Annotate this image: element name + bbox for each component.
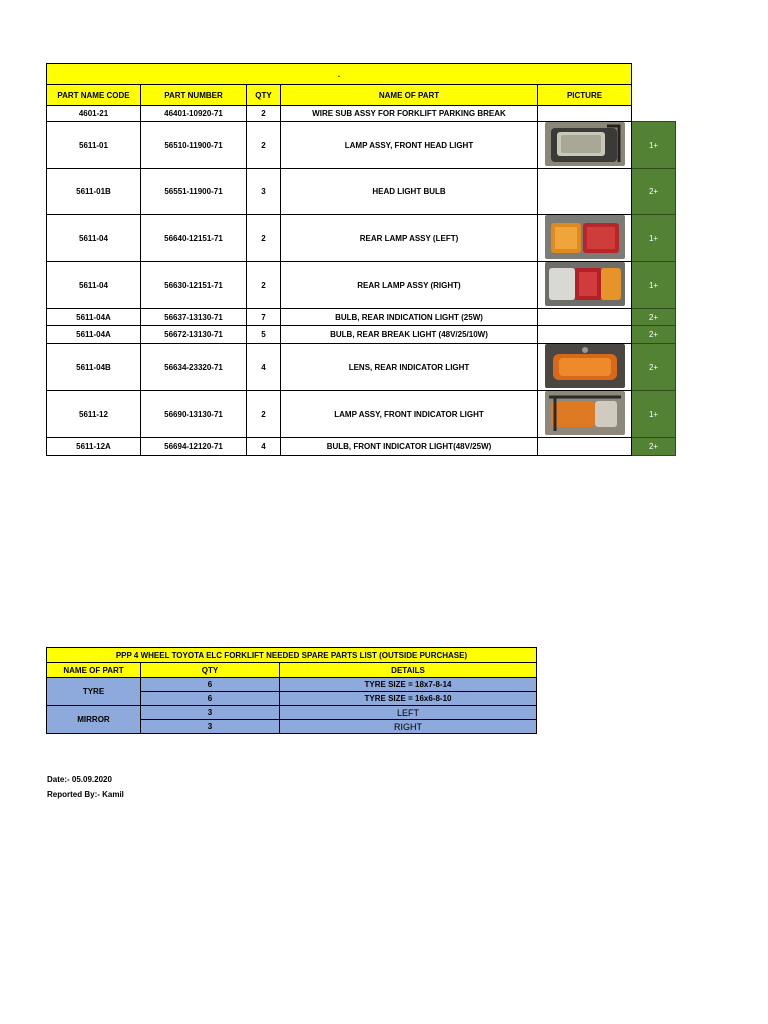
reported-by: Reported By:- Kamil [47, 790, 124, 799]
stock-tag: 1+ [632, 262, 676, 309]
part-code: 5611-12A [47, 438, 141, 456]
stock-tag: 2+ [632, 309, 676, 326]
part-picture [538, 391, 632, 438]
part-number: 56634-23320-71 [141, 344, 247, 391]
table-row [47, 678, 537, 692]
header-part-number: PART NUMBER [141, 85, 247, 106]
header-qty: QTY [141, 663, 280, 678]
table-row [47, 706, 537, 720]
part-qty: 2 [247, 262, 281, 309]
table-row [47, 262, 676, 309]
part-code: 5611-04A [47, 309, 141, 326]
stock-tag: 2+ [632, 326, 676, 344]
table-row [47, 215, 676, 262]
part-picture [538, 169, 632, 215]
item-details: TYRE SIZE = 16x6-8-10 [280, 692, 537, 706]
stock-tag: 1+ [632, 391, 676, 438]
part-number: 56637-13130-71 [141, 309, 247, 326]
part-number: 56510-11900-71 [141, 122, 247, 169]
table-row [47, 106, 676, 122]
part-qty: 7 [247, 309, 281, 326]
part-name: LAMP ASSY, FRONT HEAD LIGHT [281, 122, 538, 169]
part-qty: 2 [247, 106, 281, 122]
part-name: REAR LAMP ASSY (LEFT) [281, 215, 538, 262]
group-name: TYRE [47, 678, 141, 706]
part-qty: 2 [247, 391, 281, 438]
parts-table [46, 63, 676, 456]
front-head-lamp-photo [545, 122, 625, 166]
header-picture: PICTURE [538, 85, 632, 106]
part-qty: 5 [247, 326, 281, 344]
table-row [47, 344, 676, 391]
part-code: 5611-04B [47, 344, 141, 391]
rear-lamp-left-photo [545, 215, 625, 259]
part-picture [538, 309, 632, 326]
part-number: 56690-13130-71 [141, 391, 247, 438]
part-code: 5611-04 [47, 215, 141, 262]
item-qty: 3 [141, 720, 280, 734]
part-code: 5611-04 [47, 262, 141, 309]
table-row [47, 122, 676, 169]
part-name: LAMP ASSY, FRONT INDICATOR LIGHT [281, 391, 538, 438]
part-picture [538, 438, 632, 456]
stock-tag: 1+ [632, 215, 676, 262]
part-picture [538, 344, 632, 391]
stock-tag: 2+ [632, 344, 676, 391]
item-qty: 6 [141, 692, 280, 706]
table-row [47, 169, 676, 215]
part-name: WIRE SUB ASSY FOR FORKLIFT PARKING BREAK [281, 106, 538, 122]
header-name-of-part: NAME OF PART [281, 85, 538, 106]
part-number: 46401-10920-71 [141, 106, 247, 122]
part-number: 56694-12120-71 [141, 438, 247, 456]
part-number: 56640-12151-71 [141, 215, 247, 262]
part-code: 5611-04A [47, 326, 141, 344]
part-name: REAR LAMP ASSY (RIGHT) [281, 262, 538, 309]
stock-tag: 2+ [632, 169, 676, 215]
part-picture [538, 326, 632, 344]
part-picture [538, 106, 632, 122]
item-details: LEFT [280, 706, 537, 720]
table-row [47, 438, 676, 456]
rear-indicator-lens-photo [545, 344, 625, 388]
table-row [47, 309, 676, 326]
outside-table-title: PPP 4 WHEEL TOYOTA ELC FORKLIFT NEEDED SPARE PARTS LIST (OUTSIDE PURCHASE) [47, 648, 537, 663]
part-number: 56551-11900-71 [141, 169, 247, 215]
rear-lamp-right-photo [545, 262, 625, 306]
part-qty: 3 [247, 169, 281, 215]
part-qty: 2 [247, 215, 281, 262]
stock-tag: 1+ [632, 122, 676, 169]
part-qty: 2 [247, 122, 281, 169]
part-picture [538, 215, 632, 262]
part-code: 4601-21 [47, 106, 141, 122]
table-row [47, 391, 676, 438]
part-name: LENS, REAR INDICATOR LIGHT [281, 344, 538, 391]
item-details: TYRE SIZE = 18x7-8-14 [280, 678, 537, 692]
part-picture [538, 262, 632, 309]
part-name: HEAD LIGHT BULB [281, 169, 538, 215]
part-name: BULB, REAR INDICATION LIGHT (25W) [281, 309, 538, 326]
item-qty: 3 [141, 706, 280, 720]
part-number: 56630-12151-71 [141, 262, 247, 309]
table-row [47, 326, 676, 344]
item-details: RIGHT [280, 720, 537, 734]
outside-title-row [47, 648, 537, 663]
stock-tag: 2+ [632, 438, 676, 456]
part-code: 5611-01 [47, 122, 141, 169]
part-name: BULB, REAR BREAK LIGHT (48V/25/10W) [281, 326, 538, 344]
front-indicator-lamp-photo [545, 391, 625, 435]
outside-header-row [47, 663, 537, 678]
header-part-name-code: PART NAME CODE [47, 85, 141, 106]
header-details: DETAILS [280, 663, 537, 678]
parts-table-title: . [47, 64, 632, 85]
group-name: MIRROR [47, 706, 141, 734]
part-code: 5611-12 [47, 391, 141, 438]
header-name-of-part: NAME OF PART [47, 663, 141, 678]
outside-purchase-table [46, 647, 537, 734]
header-qty: QTY [247, 85, 281, 106]
item-qty: 6 [141, 678, 280, 692]
parts-header-row [47, 85, 676, 106]
report-date: Date:- 05.09.2020 [47, 775, 112, 784]
part-qty: 4 [247, 438, 281, 456]
part-name: BULB, FRONT INDICATOR LIGHT(48V/25W) [281, 438, 538, 456]
part-picture [538, 122, 632, 169]
parts-title-row [47, 64, 676, 85]
part-number: 56672-13130-71 [141, 326, 247, 344]
part-qty: 4 [247, 344, 281, 391]
part-code: 5611-01B [47, 169, 141, 215]
